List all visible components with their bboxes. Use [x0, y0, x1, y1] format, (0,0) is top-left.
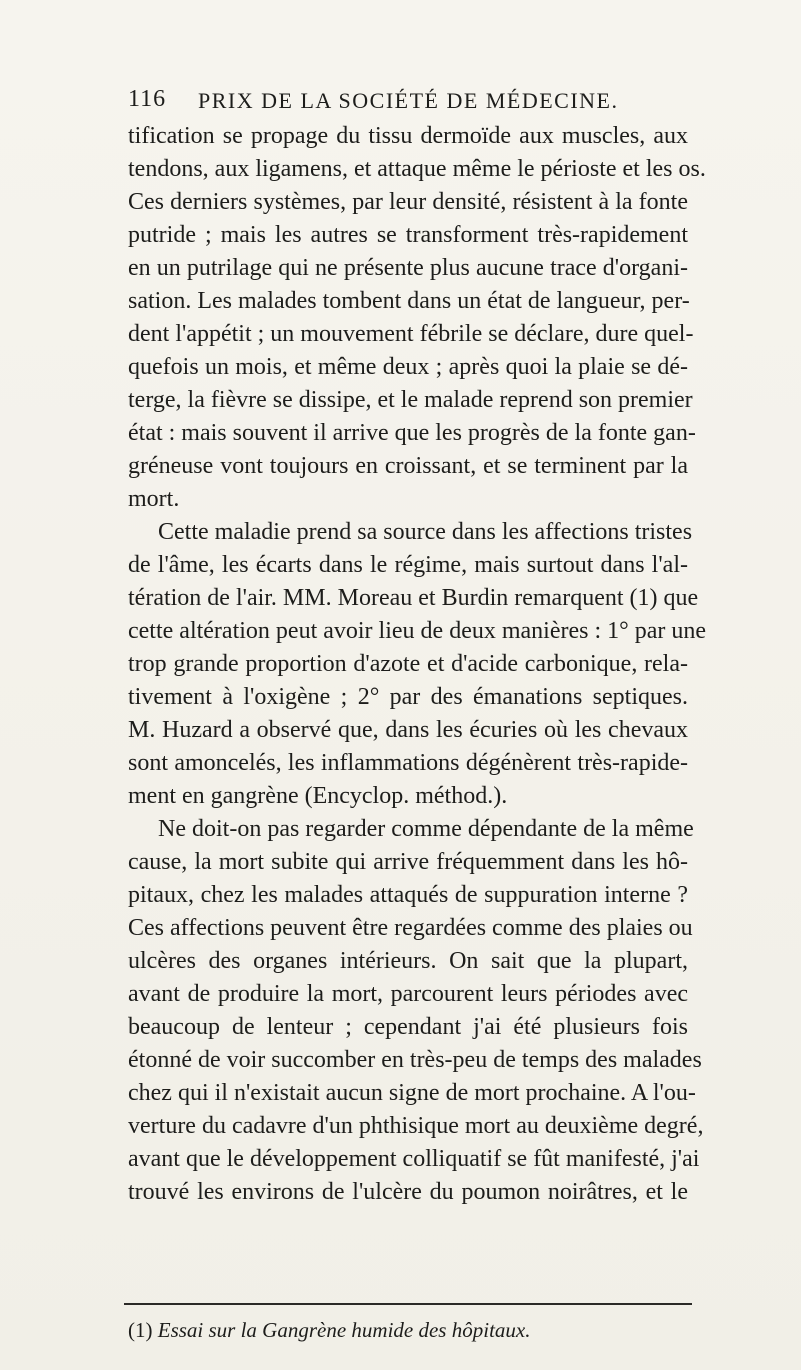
footnote-divider	[124, 1303, 692, 1305]
text-line: avant de produire la mort, parcourent leurs périodes avec	[128, 981, 688, 1007]
text-line: trouvé les environs de l'ulcère du poumon noirâtres, et le	[128, 1179, 688, 1205]
text-line: étonné de voir succomber en très-peu de temps des malades	[128, 1047, 702, 1073]
text-line: tivement à l'oxigène ; 2° par des émanations septiques.	[128, 684, 688, 710]
text-line: Ces affections peuvent être regardées comme des plaies ou	[128, 915, 693, 941]
text-line: trop grande proportion d'azote et d'acide carbonique, rela-	[128, 651, 688, 677]
text-line: ulcères des organes intérieurs. On sait que la plupart,	[128, 948, 688, 974]
text-line: beaucoup de lenteur ; cependant j'ai été plusieurs fois	[128, 1014, 688, 1040]
text-line: M. Huzard a observé que, dans les écuries où les chevaux	[128, 717, 688, 743]
text-line: pitaux, chez les malades attaqués de suppuration interne ?	[128, 882, 688, 908]
text-line: tification se propage du tissu dermoïde aux muscles, aux	[128, 123, 688, 149]
text-line: dent l'appétit ; un mouvement fébrile se déclare, dure quel-	[128, 321, 694, 347]
page-header	[128, 86, 688, 116]
text-line: cette altération peut avoir lieu de deux manières : 1° par une	[128, 618, 707, 644]
text-line: sation. Les malades tombent dans un état de langueur, per-	[128, 288, 690, 314]
text-line: en un putrilage qui ne présente plus aucune trace d'organi-	[128, 255, 688, 281]
text-line: tération de l'air. MM. Moreau et Burdin remarquent (1) que	[128, 585, 699, 611]
text-line: quefois un mois, et même deux ; après quoi la plaie se dé-	[128, 354, 688, 380]
text-line: avant que le développement colliquatif se fût manifesté, j'ai	[128, 1146, 700, 1172]
body-text	[128, 120, 707, 1209]
paragraph-start-line: Cette maladie prend sa source dans les affections tristes	[158, 519, 693, 545]
text-line: état : mais souvent il arrive que les progrès de la fonte gan-	[128, 420, 696, 446]
text-line: de l'âme, les écarts dans le régime, mais surtout dans l'al-	[128, 552, 688, 578]
text-line: terge, la fièvre se dissipe, et le malade reprend son premier	[128, 387, 693, 413]
text-line: chez qui il n'existait aucun signe de mort prochaine. A l'ou-	[128, 1080, 696, 1106]
footnote	[128, 1318, 530, 1343]
running-title: PRIX DE LA SOCIÉTÉ DE MÉDECINE.	[198, 88, 619, 113]
text-line: gréneuse vont toujours en croissant, et se terminent par la	[128, 453, 688, 479]
footnote-marker: (1)	[128, 1318, 153, 1342]
text-line: sont amoncelés, les inflammations dégénèrent très-rapide-	[128, 750, 688, 776]
text-line: verture du cadavre d'un phthisique mort au deuxième degré,	[128, 1113, 704, 1139]
page-number: 116	[128, 86, 167, 112]
text-line: putride ; mais les autres se transforment très-rapidement	[128, 222, 688, 248]
footnote-text: Essai sur la Gangrène humide des hôpitaux.	[157, 1318, 531, 1342]
text-line: Ces derniers systèmes, par leur densité, résistent à la fonte	[128, 189, 688, 215]
text-line: mort.	[128, 486, 180, 512]
paragraph-start-line: Ne doit-on pas regarder comme dépendante de la même	[158, 816, 694, 842]
text-line: ment en gangrène (Encyclop. méthod.).	[128, 783, 508, 809]
text-line: tendons, aux ligamens, et attaque même le périoste et les os.	[128, 156, 706, 182]
text-line: cause, la mort subite qui arrive fréquemment dans les hô-	[128, 849, 688, 875]
